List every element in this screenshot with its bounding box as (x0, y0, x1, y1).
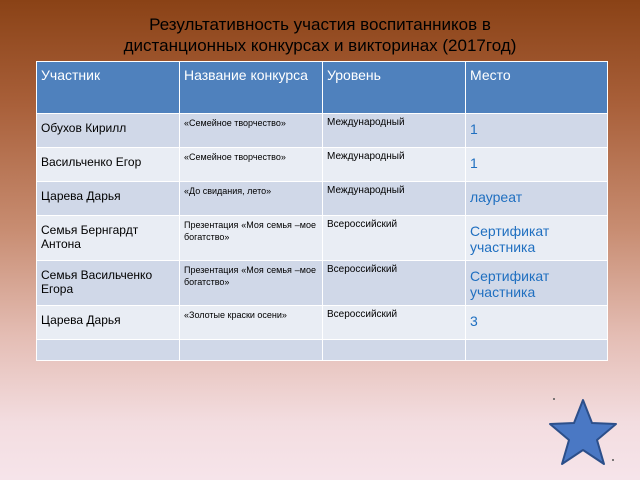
place-value: 3 (470, 313, 478, 329)
level-value: Всероссийский (327, 264, 398, 275)
cell-place (466, 261, 608, 306)
contest-name: Презентация «Моя семья –мое богатство» (184, 265, 316, 287)
contest-name: «До свидания, лето» (184, 186, 272, 196)
level-value: Всероссийский (327, 219, 398, 230)
star-icon (548, 397, 618, 467)
participant-name: Семья Васильченко Егора (41, 268, 153, 296)
cell-contest (180, 114, 323, 148)
decorative-dot (612, 459, 614, 461)
cell-level (323, 306, 466, 340)
header-contest: Название конкурса (180, 62, 323, 114)
slide-title (0, 14, 640, 56)
cell-participant (37, 148, 180, 182)
cell-participant (37, 306, 180, 340)
cell-level (323, 182, 466, 216)
table-row (37, 261, 608, 306)
contest-name: «Семейное творчество» (184, 118, 286, 128)
contest-name: «Золотые краски осени» (184, 310, 287, 320)
level-value: Международный (327, 151, 405, 162)
slide-title-line-1: Результативность участия воспитанников в (149, 15, 491, 34)
cell-contest (180, 216, 323, 261)
decorative-dot (553, 398, 555, 400)
cell-place (466, 114, 608, 148)
cell-contest (180, 306, 323, 340)
place-value: 1 (470, 155, 478, 171)
cell-place (466, 148, 608, 182)
participant-name: Обухов Кирилл (41, 121, 127, 135)
cell-place (466, 182, 608, 216)
cell-empty (323, 340, 466, 361)
cell-contest (180, 261, 323, 306)
table-row (37, 148, 608, 182)
results-table (36, 61, 608, 361)
participant-name: Царева Дарья (41, 189, 121, 203)
header-place: Место (466, 62, 608, 114)
cell-place (466, 306, 608, 340)
cell-empty (180, 340, 323, 361)
cell-place (466, 216, 608, 261)
header-level: Уровень (323, 62, 466, 114)
cell-participant (37, 261, 180, 306)
star-action-button[interactable] (548, 397, 618, 467)
participant-name: Семья Бернгардт Антона (41, 223, 139, 251)
place-value: Сертификат участника (470, 223, 550, 255)
cell-participant (37, 182, 180, 216)
table-header-row (37, 62, 608, 114)
table-row (37, 182, 608, 216)
place-value: Сертификат участника (470, 268, 550, 300)
table-row (37, 216, 608, 261)
cell-participant (37, 114, 180, 148)
contest-name: «Семейное творчество» (184, 152, 286, 162)
cell-participant (37, 216, 180, 261)
slide-title-line-2: дистанционных конкурсах и викторинах (2017год) (123, 36, 517, 55)
cell-level (323, 261, 466, 306)
cell-level (323, 148, 466, 182)
table-row (37, 114, 608, 148)
place-value: 1 (470, 121, 478, 137)
header-participant: Участник (37, 62, 180, 114)
participant-name: Царева Дарья (41, 313, 121, 327)
level-value: Международный (327, 117, 405, 128)
place-value: лауреат (470, 189, 523, 205)
table-row-empty (37, 340, 608, 361)
level-value: Всероссийский (327, 309, 398, 320)
cell-contest (180, 182, 323, 216)
contest-name: Презентация «Моя семья –мое богатство» (184, 220, 316, 242)
cell-contest (180, 148, 323, 182)
cell-empty (466, 340, 608, 361)
cell-level (323, 114, 466, 148)
cell-level (323, 216, 466, 261)
cell-empty (37, 340, 180, 361)
participant-name: Васильченко Егор (41, 155, 142, 169)
table-row (37, 306, 608, 340)
level-value: Международный (327, 185, 405, 196)
